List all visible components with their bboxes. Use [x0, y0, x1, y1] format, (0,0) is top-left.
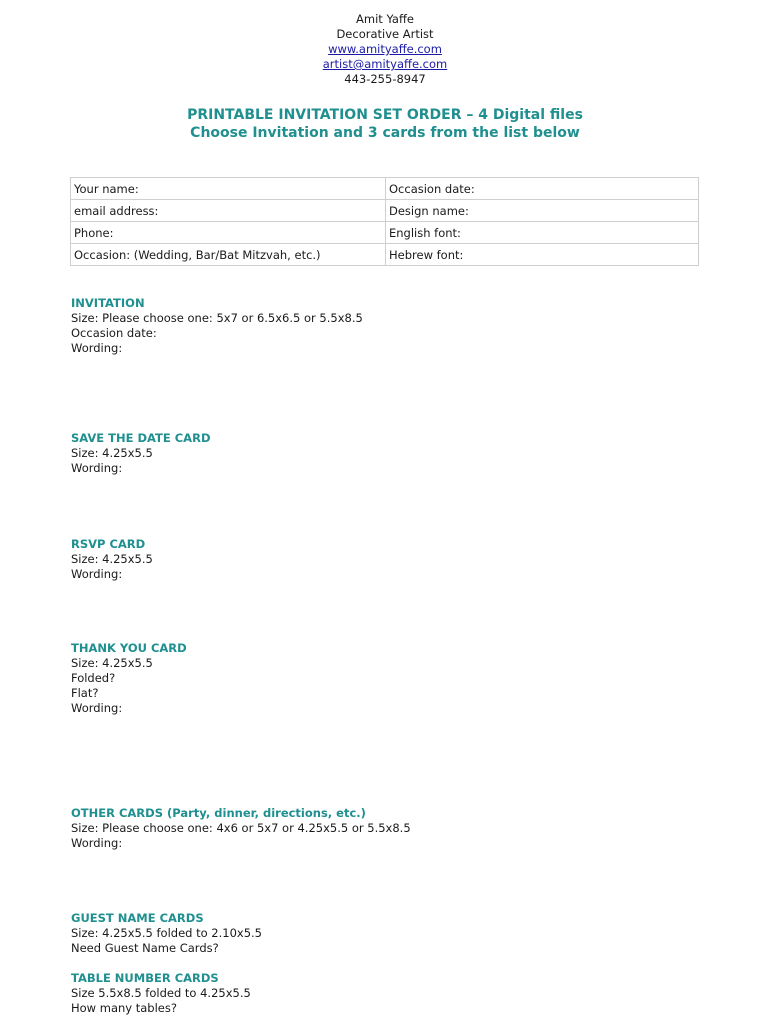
thank-you-section: [71, 641, 187, 716]
section-line: Size: Please choose one: 4x6 or 5x7 or 4.25x5.5 or 5.5x8.5: [71, 821, 411, 835]
section-line: Wording:: [71, 567, 123, 581]
section-line: Folded?: [71, 671, 116, 685]
table-row: [71, 244, 699, 266]
hebrew-font-field[interactable]: Hebrew font:: [386, 244, 699, 266]
table-row: [71, 222, 699, 244]
website-link[interactable]: www.amityaffe.com: [328, 42, 442, 56]
section-line: Size: 4.25x5.5: [71, 446, 153, 460]
section-line: Wording:: [71, 461, 123, 475]
title-line-2: Choose Invitation and 3 cards from the list below: [190, 125, 580, 141]
order-info-table: [70, 177, 699, 266]
email-address-field[interactable]: email address:: [71, 200, 386, 222]
guest-name-section: [71, 911, 262, 956]
email-link[interactable]: artist@amityaffe.com: [322, 57, 448, 71]
section-heading: INVITATION: [71, 296, 145, 310]
section-line: Wording:: [71, 341, 123, 355]
section-line: Size: 4.25x5.5: [71, 656, 153, 670]
section-line: Occasion date:: [71, 326, 157, 340]
table-number-section: [71, 971, 251, 1016]
section-heading: TABLE NUMBER CARDS: [71, 971, 219, 985]
title-line-1: PRINTABLE INVITATION SET ORDER – 4 Digital files: [187, 107, 583, 123]
section-line: Flat?: [71, 686, 99, 700]
occasion-date-field[interactable]: Occasion date:: [386, 178, 699, 200]
section-heading: THANK YOU CARD: [71, 641, 187, 655]
other-cards-section: [71, 806, 411, 851]
section-line: Size: 4.25x5.5: [71, 552, 153, 566]
artist-role: Decorative Artist: [336, 27, 434, 41]
section-heading: OTHER CARDS (Party, dinner, directions, etc.): [71, 806, 366, 820]
your-name-field[interactable]: Your name:: [71, 178, 386, 200]
section-line: Wording:: [71, 701, 123, 715]
invitation-section: [71, 296, 363, 356]
section-line: Size: 4.25x5.5 folded to 2.10x5.5: [71, 926, 263, 940]
table-row: [71, 200, 699, 222]
page-title: [0, 106, 770, 142]
section-line: Need Guest Name Cards?: [71, 941, 219, 955]
section-heading: GUEST NAME CARDS: [71, 911, 204, 925]
section-line: Size: Please choose one: 5x7 or 6.5x6.5 or 5.5x8.5: [71, 311, 363, 325]
section-line: Wording:: [71, 836, 123, 850]
section-line: How many tables?: [71, 1001, 177, 1015]
design-name-field[interactable]: Design name:: [386, 200, 699, 222]
section-heading: SAVE THE DATE CARD: [71, 431, 211, 445]
table-row: [71, 178, 699, 200]
section-heading: RSVP CARD: [71, 537, 146, 551]
english-font-field[interactable]: English font:: [386, 222, 699, 244]
phone-field[interactable]: Phone:: [71, 222, 386, 244]
section-line: Size 5.5x8.5 folded to 4.25x5.5: [71, 986, 251, 1000]
artist-name: Amit Yaffe: [356, 12, 414, 26]
save-the-date-section: [71, 431, 211, 476]
occasion-field[interactable]: Occasion: (Wedding, Bar/Bat Mitzvah, etc.): [71, 244, 386, 266]
artist-phone: 443-255-8947: [344, 72, 426, 86]
contact-header: [0, 12, 770, 87]
rsvp-section: [71, 537, 153, 582]
